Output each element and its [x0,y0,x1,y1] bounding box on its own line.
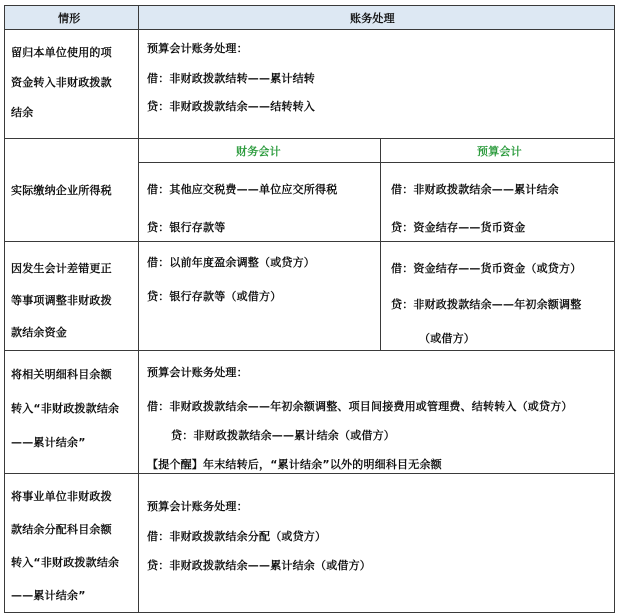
row-4-line-4: 【提个醒】年末结转后，“累计结余”以外的明细科目无余额 [147,458,442,471]
row-1-situation-line-1: 留归本单位使用的项 [11,46,112,59]
row-4-line-3: 贷：非财政拨款结余——累计结余（或借方） [171,429,395,442]
row-3-situation-line-2: 等事项调整非财政拨 [11,294,112,307]
row-4-line-2: 借：非财政拨款结余——年初余额调整、项目间接费用或管理费、结转转入（或贷方） [147,400,573,413]
row-2-left-title: 财务会计 [236,145,281,158]
row-2-situation-line-1: 实际缴纳企业所得税 [11,184,112,197]
row-2-right-line-1: 借：非财政拨款结余——累计结余 [391,183,559,196]
row-1-situation-line-2: 资金转入非财政拨款 [11,76,112,89]
row-1-line-1: 预算会计账务处理： [147,42,248,55]
row-5-situation-line-3: 转入“非财政拨款结余 [11,556,120,569]
row-1-situation-cell [4,29,139,139]
accounting-table [4,5,615,613]
row-3-situation-line-1: 因发生会计差错更正 [11,262,112,275]
row-5-situation-cell [4,473,139,613]
row-4-situation-line-1: 将相关明细科目余额 [11,368,112,381]
row-2-right-line-2: 贷：资金结存——货币资金 [391,221,526,234]
row-1-situation-line-3: 结余 [11,106,34,119]
row-1-line-3: 贷：非财政拨款结余——结转转入 [147,100,315,113]
row-3-right-line-2: 贷：非财政拨款结余——年初余额调整 [391,298,582,311]
row-2-left-cell [138,162,381,242]
row-3-left-line-1: 借：以前年度盈余调整（或贷方） [147,256,315,269]
row-4-situation-line-3: ——累计结余” [11,436,86,449]
header-treatment-cell [138,5,615,30]
row-4-situation-cell [4,350,139,474]
row-5-line-3: 贷：非财政拨款结余——累计结余（或借方） [147,559,371,572]
row-1-treatment-cell [138,29,615,139]
row-5-treatment-cell [138,473,615,613]
row-2-left-line-2: 贷：银行存款等 [147,221,226,234]
header-situation-cell [4,5,139,30]
row-3-situation-line-3: 款结余资金 [11,326,67,339]
row-2-right-cell [380,162,615,242]
row-2-left-title-cell [138,138,381,163]
row-3-left-cell [138,241,381,351]
row-2-right-title: 预算会计 [477,145,522,158]
row-5-line-1: 预算会计账务处理： [147,500,248,513]
header-treatment: 账务处理 [350,12,395,25]
row-5-situation-line-2: 款结余分配科目余额 [11,523,112,536]
header-situation: 情形 [58,12,81,25]
row-2-situation-cell [4,138,139,242]
row-1-line-2: 借：非财政拨款结转——累计结转 [147,72,315,85]
row-3-right-line-1: 借：资金结存——货币资金（或贷方） [391,262,582,275]
row-3-situation-cell [4,241,139,351]
row-4-treatment-cell [138,350,615,474]
row-5-line-2: 借：非财政拨款结余分配（或贷方） [147,530,327,543]
row-3-right-cell [380,241,615,351]
row-5-situation-line-4: ——累计结余” [11,589,86,602]
row-4-line-1: 预算会计账务处理： [147,366,248,379]
row-2-right-title-cell [380,138,615,163]
row-3-left-line-2: 贷：银行存款等（或借方） [147,290,282,303]
row-3-right-line-3: （或借方） [419,332,475,345]
row-2-left-line-1: 借：其他应交税费——单位应交所得税 [147,183,338,196]
row-5-situation-line-1: 将事业单位非财政拨 [11,490,112,503]
row-4-situation-line-2: 转入“非财政拨款结余 [11,402,120,415]
